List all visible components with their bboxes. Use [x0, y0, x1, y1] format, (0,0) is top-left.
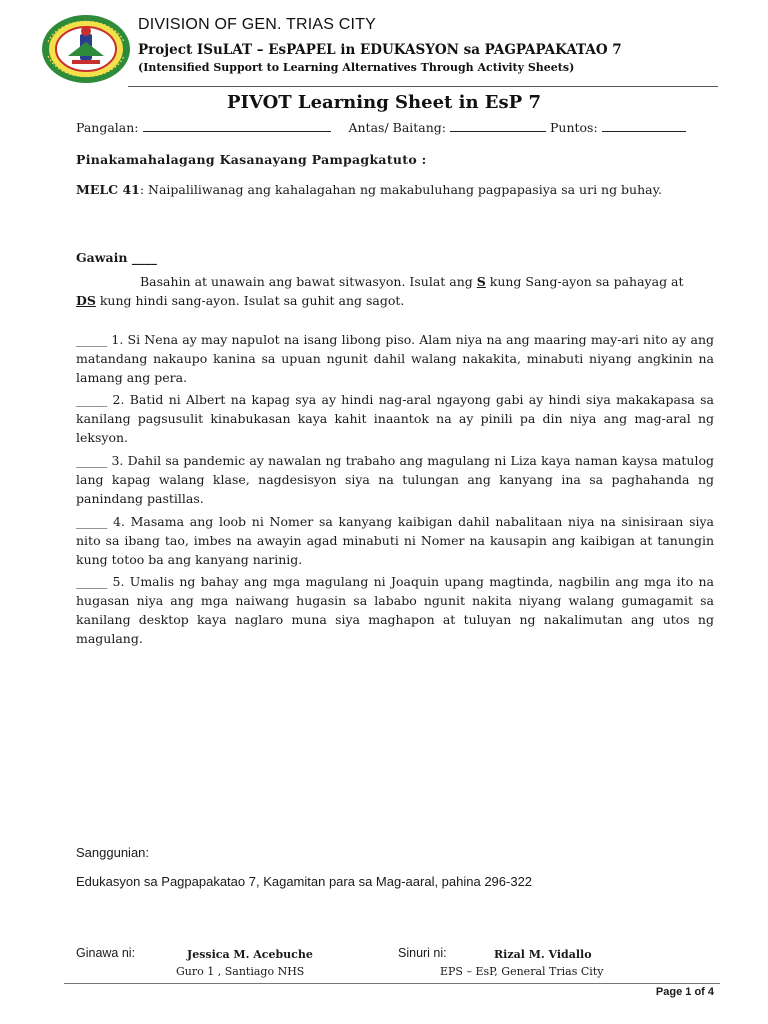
- grade-blank[interactable]: [450, 119, 546, 132]
- header-divider: [128, 86, 718, 87]
- section-heading: Pinakamahalagang Kasanayang Pampagkatuto :: [76, 152, 427, 167]
- situation-item-5: _____ 5. Umalis ng bahay ang mga magulang ni Joaquin upang magtinda, nagbilin ang mga ito na hugasan niya ang mga naiwang hugasin sa lababo ngunit nakita niyang walang gumagamit sa kanilang desktop kaya naglaro muna siya maghapon at tuluyan ng nakalimutan ang utos ng magulang.: [76, 574, 714, 646]
- made-by-role: Guro 1 , Santiago NHS: [176, 965, 305, 978]
- situation-item-3: _____ 3. Dahil sa pandemic ay nawalan ng trabaho ang magulang ni Liza kaya naman kaysa matulog lang kapag walang klase, nagdesisyon siya na tulungan ang kanyang ina sa paghahanda ng panindang pastillas.: [76, 453, 714, 506]
- made-by-name: Jessica M. Acebuche: [187, 948, 313, 961]
- project-subtitle: (Intensified Support to Learning Alternatives Through Activity Sheets): [138, 61, 575, 74]
- melc-text: : Naipaliliwanag ang kahalagahan ng makabuluhang pagpapasiya sa uri ng buhay.: [139, 182, 662, 197]
- project-title: Project ISuLAT – EsPAPEL in EDUKASYON sa PAGPAPAKATAO 7: [138, 42, 622, 58]
- division-seal-icon: [34, 12, 138, 86]
- page-number: Page 1 of 4: [655, 986, 714, 998]
- instructions-part2: kung Sang-ayon sa pahayag at: [485, 274, 684, 289]
- checked-by-role: EPS – EsP, General Trias City: [440, 965, 604, 978]
- made-by-label: Ginawa ni:: [76, 946, 136, 960]
- instructions: [76, 272, 686, 310]
- name-blank[interactable]: [143, 119, 331, 132]
- name-label: Pangalan:: [76, 120, 139, 135]
- instructions-part1: Basahin at unawain ang bawat sitwasyon. Isulat ang: [140, 274, 477, 289]
- instructions-ds: DS: [76, 293, 96, 308]
- reference-text: Edukasyon sa Pagpapakatao 7, Kagamitan para sa Mag-aaral, pahina 296-322: [76, 874, 533, 889]
- score-label: Puntos:: [549, 120, 598, 135]
- footer-divider: [64, 983, 720, 984]
- instructions-part3: kung hindi sang-ayon. Isulat sa guhit ang sagot.: [95, 293, 405, 308]
- score-blank[interactable]: [602, 119, 686, 132]
- page-title: PIVOT Learning Sheet in EsP 7: [226, 92, 541, 113]
- situation-item-4: _____ 4. Masama ang loob ni Nomer sa kanyang kaibigan dahil nabalitaan niya na sinisiraan siya nito sa ibang tao, imbes na awayin agad minabuti ni Nomer na kausapin ang kaibigan at tanungin kung totoo ba ang kanyang narinig.: [76, 514, 714, 567]
- situation-item-1: _____ 1. Si Nena ay may napulot na isang libong piso. Alam niya na ang maaring may-ari nito ay ang matandang nakaupo kanina sa upuan ngunit dahil walang nakakita, minabuti niyang angkinin na lamang ang pera.: [76, 332, 714, 385]
- checked-by-name: Rizal M. Vidallo: [494, 948, 592, 961]
- division-name: DIVISION OF GEN. TRIAS CITY: [138, 16, 377, 33]
- activity-label: Gawain ____: [76, 250, 157, 265]
- instructions-s: S: [476, 274, 486, 289]
- grade-label: Antas/ Baitang:: [348, 120, 447, 135]
- checked-by-label: Sinuri ni:: [398, 946, 447, 960]
- student-info-fields: [76, 119, 716, 135]
- division-seal-logo: [34, 12, 138, 86]
- situation-item-2: _____ 2. Batid ni Albert na kapag sya ay hindi nag-aral ngayong gabi ay hindi siya makakapasa sa kanilang pagsusulit kinabukasan kaya kahit inaantok na ay pinili pa din niya ang mag-aral ng leksyon.: [76, 392, 714, 445]
- melc-code: MELC 41: [76, 182, 140, 197]
- reference-label: Sanggunian:: [76, 845, 150, 860]
- melc-statement: [76, 180, 686, 199]
